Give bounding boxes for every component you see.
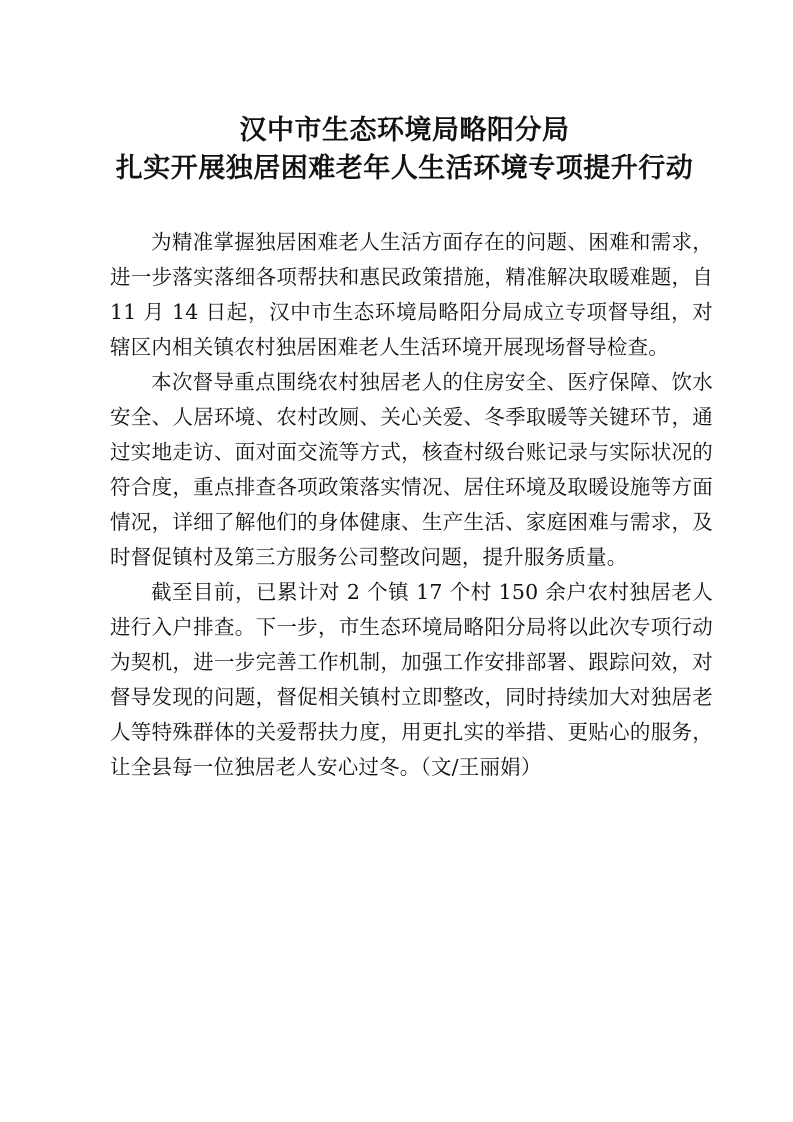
document-title xyxy=(96,112,713,188)
document-body xyxy=(110,225,713,785)
paragraph-3: 截至目前，已累计对 2 个镇 17 个村 150 余户农村独居老人进行入户排查。下一步，市生态环境局略阳分局将以此次专项行动为契机，进一步完善工作机制，加强工作安排部署、跟踪问效，对督导发现的问题，督促相关镇村立即整改，同时持续加大对独居老人等特殊群体的关爱帮扶力度，用更扎实的举措、更贴心的服务，让全县每一位独居老人安心过冬。（文/王丽娟） xyxy=(110,580,713,779)
paragraph-2: 本次督导重点围绕农村独居老人的住房安全、医疗保障、饮水安全、人居环境、农村改厕、关心关爱、冬季取暖等关键环节，通过实地走访、面对面交流等方式，核查村级台账记录与实际状况的符合度，重点排查各项政策落实情况、居住环境及取暖设施等方面情况，详细了解他们的身体健康、生产生活、家庭困难与需求，及时督促镇村及第三方服务公司整改问题，提升服务质量。 xyxy=(110,370,713,569)
paragraph-1: 为精准掌握独居困难老人生活方面存在的问题、困难和需求，进一步落实落细各项帮扶和惠民政策措施，精准解决取暖难题，自 11 月 14 日起，汉中市生态环境局略阳分局成立专项督导组，对辖区内相关镇农村独居困难老人生活环境开展现场督导检查。 xyxy=(110,230,713,359)
title-line-1: 汉中市生态环境局略阳分局 xyxy=(239,115,570,146)
title-line-2: 扎实开展独居困难老年人生活环境专项提升行动 xyxy=(115,153,694,184)
